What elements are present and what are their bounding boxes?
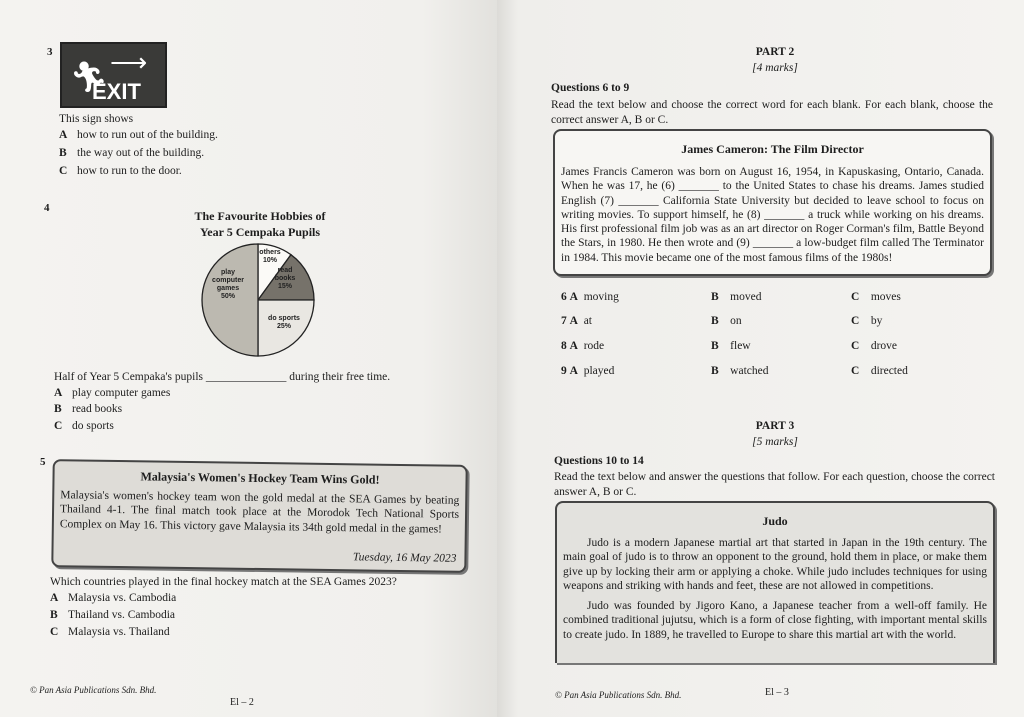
passage-text: James Francis Cameron was born on August 16, 1954, in Kapuskasing, Ontario, Canada. When he was 17, he (6) _______ to the United States to chase his dreams. James studied English (7) _______ California State University but decided to leave school to focus on writing movies. To support himself, he (8) _______ a truck while working on his dreams. His first professional film job was as an art director on Roger Corman's film, Battle Beyond the Stars, in 1980. He then wrote and (9) _______ a low-budget film called The Terminator in 1984. This movie became one of the most famous films of the 1980s! — [561, 166, 984, 264]
pie-slice-label: games — [216, 285, 240, 292]
questions-heading: Questions 6 to 9 — [551, 82, 630, 94]
part3-title: PART 3 — [755, 420, 795, 432]
arrow-right-icon: ⟶ — [110, 48, 148, 77]
passage-box — [553, 129, 992, 276]
news-body: Malaysia's women's hockey team won the gold medal at the SEA Games by beating Thailand 4-1. The final match took place at the Morodok Tech National Sports Complex on May 16. This victory gave Malaysia its 34th gold medal in the games! — [59, 489, 460, 536]
footer-publisher: © Pan Asia Publications Sdn. Bhd. — [555, 690, 682, 700]
option-a: A play computer games — [54, 387, 171, 399]
news-headline: Malaysia's Women's Hockey Team Wins Gold! — [140, 469, 380, 487]
option-a: A Malaysia vs. Cambodia — [50, 592, 177, 604]
option-b: B the way out of the building. — [59, 147, 205, 159]
pie-slice-label: others — [259, 249, 281, 256]
pie-slice — [202, 244, 258, 356]
option-a: 6 A moving — [561, 291, 619, 303]
option-c: C directed — [851, 365, 908, 377]
pie-chart — [198, 240, 318, 360]
option-c: C Malaysia vs. Thailand — [50, 626, 170, 638]
part2-marks: [4 marks] — [752, 62, 798, 74]
option-b: B flew — [711, 340, 751, 352]
exit-sign — [60, 42, 167, 108]
pie-slice-label: do sports — [268, 315, 300, 322]
pie-slice-label: books — [274, 275, 296, 282]
question-stem: Half of Year 5 Cempaka's pupils ______________ during their free time. — [54, 371, 391, 383]
chart-title-line1: The Favourite Hobbies of — [194, 209, 326, 223]
option-b: B Thailand vs. Cambodia — [50, 609, 175, 621]
option-c: C by — [851, 315, 883, 327]
option-c: C drove — [851, 340, 897, 352]
pie-slice-label: 15% — [277, 283, 293, 290]
passage-paragraph-1: Judo is a modern Japanese martial art that started in Japan in the 19th century. The main goal of judo is to throw an opponent to the ground, hold them in place, or make them give up by locking their arm or applying a choke. While judo includes techniques for using weapons and striking with hands and feet, these are not allowed in competitions. — [563, 537, 987, 592]
option-b: B read books — [54, 403, 123, 415]
questions-heading: Questions 10 to 14 — [554, 455, 644, 467]
pie-slice-label: 10% — [262, 257, 278, 264]
exit-label: EXIT — [92, 79, 141, 104]
part2-title: PART 2 — [755, 46, 795, 58]
running-man-icon: 🏃︎ — [70, 61, 109, 94]
pie-slice-label: read — [277, 267, 293, 274]
right-page — [497, 0, 1024, 717]
footer-publisher: © Pan Asia Publications Sdn. Bhd. — [30, 685, 157, 695]
passage-title: James Cameron: The Film Director — [681, 142, 864, 156]
left-page — [0, 0, 497, 717]
pie-slice-label: 50% — [220, 293, 236, 300]
option-b: B watched — [711, 365, 769, 377]
page-number: El – 2 — [230, 697, 254, 708]
option-c: C do sports — [54, 420, 114, 432]
option-a: 9 A played — [561, 365, 615, 377]
instructions: Read the text below and answer the questions that follow. For each question, choose the correct answer A, B or C. — [554, 471, 995, 498]
option-a: A how to run out of the building. — [59, 129, 218, 141]
passage-title: Judo — [762, 514, 788, 528]
option-a: 7 A at — [561, 315, 592, 327]
pie-slice-label: computer — [212, 277, 244, 284]
passage-paragraph-2: Judo was founded by Jigoro Kano, a Japanese teacher from a well-off family. He combined traditional jujutsu, which is a form of close fighting, with important mental skills to create judo. In 1889, he travelled to Europe to share this martial art with the world. — [563, 600, 987, 641]
option-c: C how to run to the door. — [59, 165, 182, 177]
option-b: B on — [711, 315, 742, 327]
option-b: B moved — [711, 291, 762, 303]
news-date: Tuesday, 16 May 2023 — [352, 551, 457, 565]
option-c: C moves — [851, 291, 901, 303]
instructions: Read the text below and choose the correct word for each blank. For each blank, choose the correct answer A, B or C. — [551, 99, 993, 126]
page-number: El – 3 — [765, 687, 789, 698]
news-box — [51, 459, 467, 573]
question-number: 3 — [47, 46, 53, 58]
question-number: 5 — [40, 456, 46, 468]
question-stem: Which countries played in the final hockey match at the SEA Games 2023? — [50, 576, 397, 588]
passage-box — [555, 501, 995, 663]
part3-marks: [5 marks] — [752, 436, 798, 448]
pie-slice-label: play — [220, 269, 236, 276]
question-number: 4 — [44, 202, 50, 214]
question-stem: This sign shows — [59, 113, 134, 125]
chart-title-line2: Year 5 Cempaka Pupils — [199, 225, 321, 239]
pie-slice-label: 25% — [276, 323, 292, 330]
option-a: 8 A rode — [561, 340, 605, 352]
